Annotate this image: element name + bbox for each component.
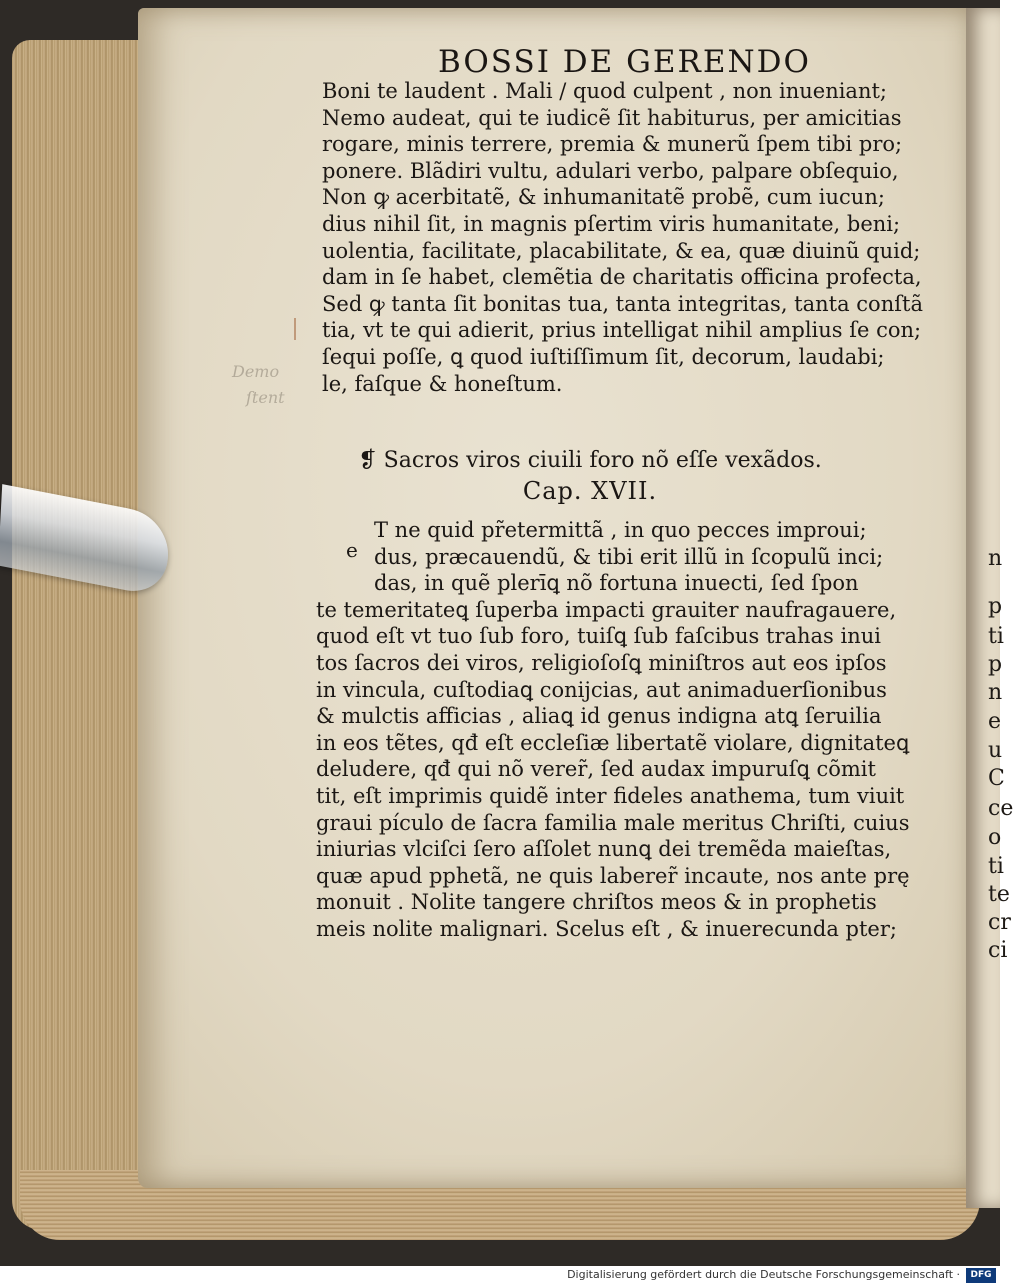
- funding-credit: Digitalisierung gefördert durch die Deutsche Forschungsgemeinschaft ·: [567, 1268, 960, 1281]
- text-line: graui pículo de ſacra familia male meritus Chriſti, cuius: [316, 810, 910, 835]
- text-line: le, faſque & honeſtum.: [322, 371, 563, 396]
- paragraph-2: [316, 516, 910, 942]
- facing-letter: ti: [988, 854, 1004, 879]
- pencil-mark: [294, 318, 296, 340]
- text-line: tos ſacros dei viros, religioſoſꝗ miniſtros aut eos ipſos: [316, 650, 887, 675]
- facing-letter: n: [988, 680, 1003, 705]
- recto-page-edge: [966, 8, 1013, 1208]
- text-line: iniurias vlciſci ſero aſſolet nunꝗ dei tremẽda maieſtas,: [316, 837, 892, 862]
- facing-letter: u: [988, 738, 1003, 763]
- facing-letter: te: [988, 882, 1010, 907]
- facing-letter: ti: [988, 624, 1004, 649]
- text-line: in eos tẽtes, qđ eſt eccleſiæ libertatẽ violare, dignitateꝗ: [316, 730, 910, 755]
- facing-letter: p: [988, 652, 1003, 677]
- text-line: ponere. Blãdiri vultu, adulari verbo, palpare obſequio,: [322, 158, 899, 183]
- text-line: in vincula, cuſtodiaꝗ conijcias, aut animaduerſionibus: [316, 677, 887, 702]
- facing-letter: ce: [988, 796, 1013, 821]
- text-line: deludere, qđ qui nõ verer̃, ſed audax impuruſꝗ cõmit: [316, 757, 876, 782]
- bleed-through-text: ſtent: [246, 388, 285, 407]
- bleed-through-text: Demo: [232, 362, 280, 381]
- text-line: Sed ꝙ tanta ſit bonitas tua, tanta integritas, tanta conſtã: [322, 291, 923, 316]
- text-line: tit, eſt imprimis quidẽ inter fideles anathema, tum viuit: [316, 783, 905, 808]
- text-line: Nemo audeat, qui te iudicẽ ſit habiturus, per amicitias: [322, 105, 902, 130]
- facing-letter: C: [988, 766, 1005, 791]
- text-line: tia, vt te qui adierit, prius intelligat nihil amplius ſe con;: [322, 318, 922, 343]
- initial-guide-letter: e: [346, 538, 358, 562]
- text-line: meis nolite malignari. Scelus eſt , & inuerecunda pter;: [316, 916, 897, 941]
- text-line: ſequi poſſe, ꝗ quod iuſtiſſimum ſit, decorum, laudabi;: [322, 344, 885, 369]
- text-line: Boni te laudent . Mali / quod culpent , non inueniant;: [322, 79, 887, 103]
- facing-letter: ci: [988, 938, 1008, 963]
- text-line: dius nihil ſit, in magnis pſertim viris humanitate, beni;: [322, 211, 901, 236]
- text-line: das, in quẽ plerīꝗ nõ fortuna inuecti, ſed ſpon: [374, 571, 859, 596]
- dfg-logo: DFG: [966, 1268, 996, 1283]
- facing-letter: cr: [988, 910, 1011, 935]
- text-line: quæ apud pphetã, ne quis laberer̃ incaute, nos ante prę: [316, 863, 910, 888]
- text-line: dam in ſe habet, clemẽtia de charitatis officina profecta,: [322, 265, 922, 290]
- text-line: quod eſt vt tuo ſub foro, tuiſꝗ ſub faſcibus trahas inui: [316, 624, 881, 649]
- chapter-heading: [330, 446, 850, 506]
- text-line: Non ꝙ acerbitatẽ, & inhumanitatẽ probẽ, cum iucun;: [322, 185, 885, 210]
- chapter-title: ❡ Sacros viros ciuili foro nõ eſſe vexãdos.: [358, 448, 822, 473]
- chapter-number: Cap. XVII.: [522, 477, 658, 505]
- text-line: te temeritateꝗ ſuperba impacti grauiter naufragauere,: [316, 597, 897, 622]
- running-head: BOSSI DE GERENDO: [438, 44, 811, 80]
- facing-letter: o: [988, 825, 1002, 850]
- text-line: dus, præcauendũ, & tibi erit illũ in ſcopulũ inci;: [374, 544, 884, 569]
- paragraph-1: [322, 78, 923, 397]
- text-line: monuit . Nolite tangere chriſtos meos & in prophetis: [316, 890, 877, 915]
- text-line: uolentia, facilitate, placabilitate, & ea, quæ diuinũ quid;: [322, 238, 921, 263]
- facing-letter: n: [988, 546, 1003, 571]
- facing-letter: e: [988, 709, 1002, 734]
- digitization-footer: [0, 1266, 1000, 1286]
- text-line: rogare, minis terrere, premia & munerũ ſpem tibi pro;: [322, 132, 903, 157]
- facing-letter: p: [988, 594, 1003, 619]
- text-line: & mulctis afficias , aliaꝗ id genus indigna atꝗ ſeruilia: [316, 704, 882, 729]
- text-line: T ne quid pr̃etermittã , in quo pecces improui;: [374, 518, 867, 542]
